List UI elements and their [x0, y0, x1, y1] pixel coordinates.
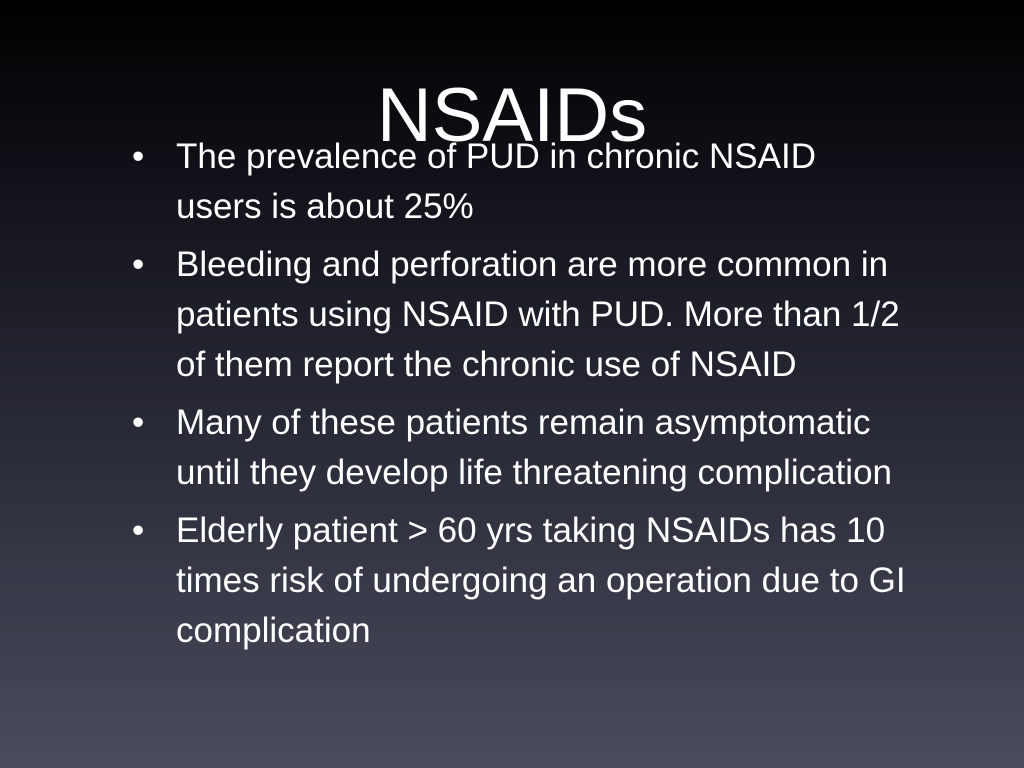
bullet-item	[128, 240, 908, 390]
bullet-item	[128, 398, 908, 498]
bullet-text: Elderly patient > 60 yrs taking NSAIDs has 10 times risk of undergoing an operation due to GI complication	[176, 511, 906, 650]
bullet-text: Many of these patients remain asymptomatic until they develop life threatening complication	[176, 403, 892, 492]
bullet-text: The prevalence of PUD in chronic NSAID users is about 25%	[176, 137, 816, 226]
slide-title: NSAIDs	[376, 73, 648, 158]
bullet-text: Bleeding and perforation are more common in patients using NSAID with PUD. More than 1/2 of them report the chronic use of NSAID	[176, 245, 900, 384]
bullet-dot-icon: •	[132, 511, 145, 550]
bullet-dot-icon: •	[132, 403, 145, 442]
bullet-dot-icon: •	[132, 137, 145, 176]
bullet-item	[128, 506, 908, 656]
bullet-list	[128, 132, 908, 664]
bullet-dot-icon: •	[132, 245, 145, 284]
